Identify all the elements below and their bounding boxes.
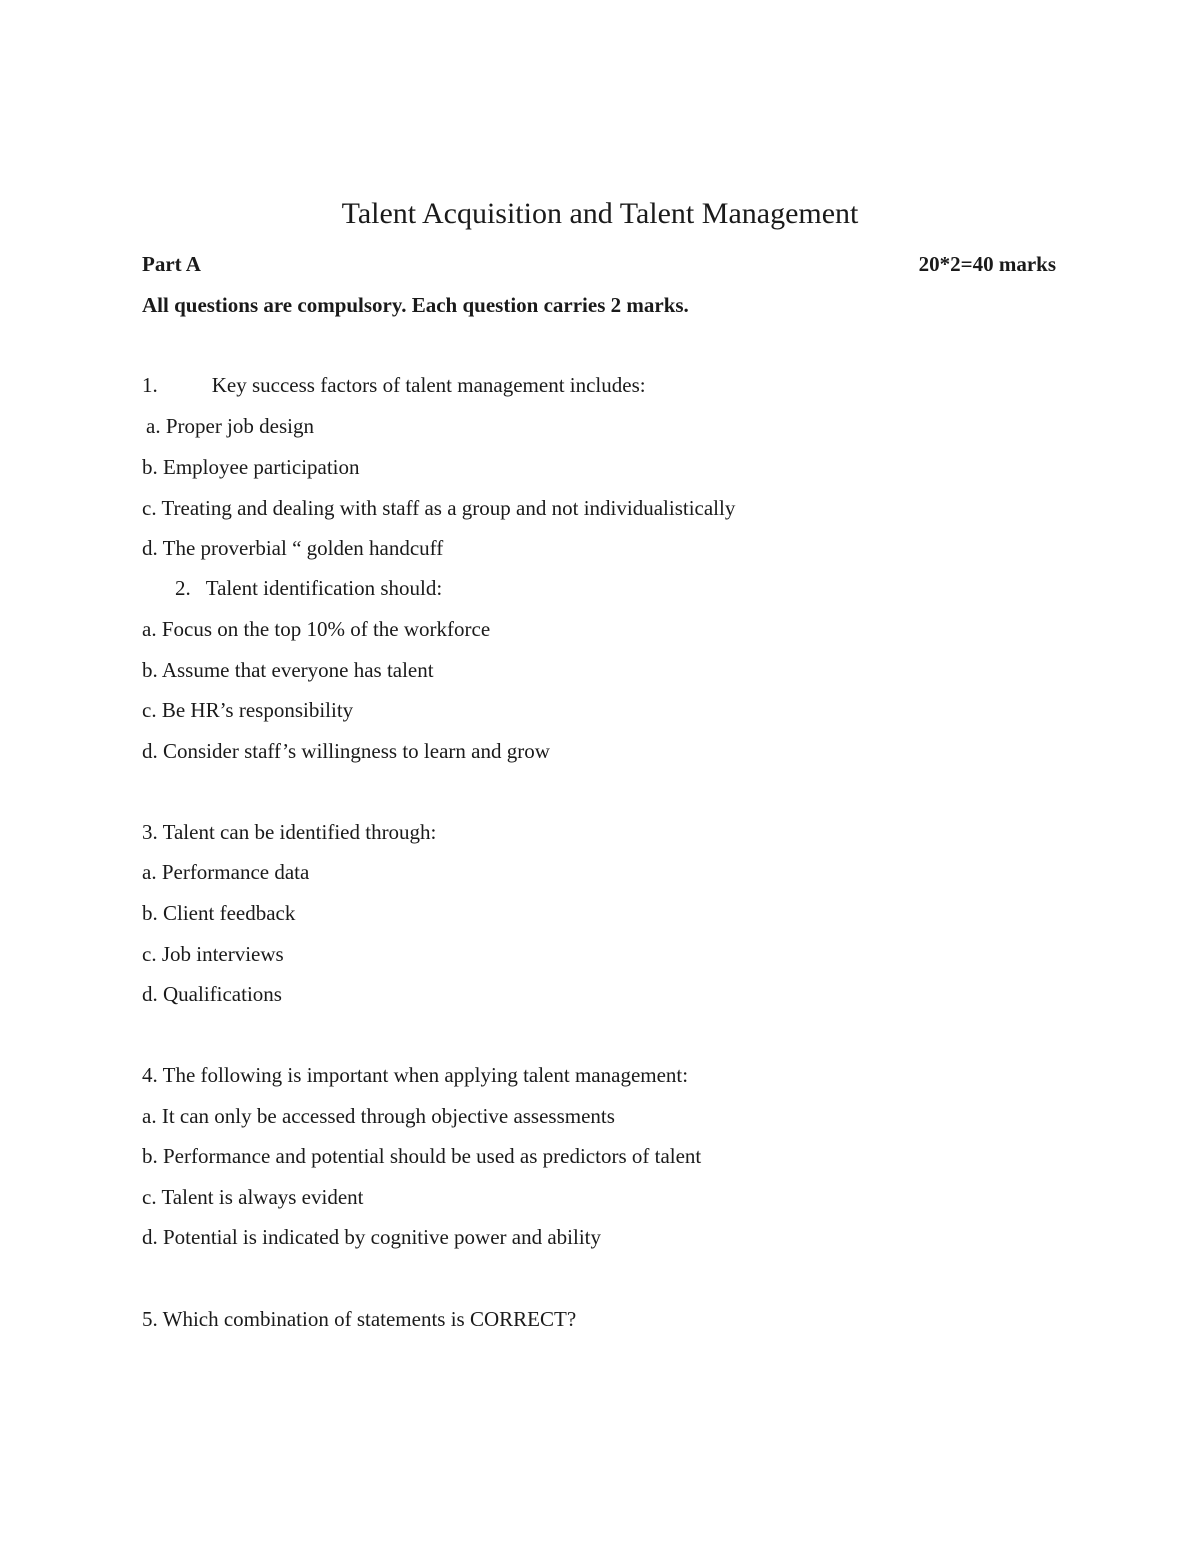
question-text: Key success factors of talent management includes:	[211, 373, 646, 397]
option-1b: b. Employee participation	[142, 455, 360, 479]
option-3c: c. Job interviews	[142, 942, 284, 966]
option-4b: b. Performance and potential should be used as predictors of talent	[142, 1144, 702, 1168]
question-number: 3.	[142, 820, 158, 844]
option-4c: c. Talent is always evident	[142, 1185, 364, 1209]
part-label: Part A	[142, 252, 201, 276]
question-number: 2.	[175, 576, 191, 600]
question-text: The following is important when applying talent management:	[162, 1063, 689, 1087]
option-2d: d. Consider staff’s willingness to learn and grow	[142, 739, 550, 763]
question-2	[175, 574, 442, 602]
option-3a: a. Performance data	[142, 860, 310, 884]
question-number: 1.	[142, 373, 158, 397]
question-4	[142, 1061, 688, 1089]
question-text: Which combination of statements is CORRECT?	[162, 1307, 577, 1331]
question-3	[142, 818, 436, 846]
option-1a: a. Proper job design	[146, 414, 314, 438]
part-marks: 20*2=40 marks	[918, 252, 1056, 276]
option-3d: d. Qualifications	[142, 982, 282, 1006]
option-1c: c. Treating and dealing with staff as a group and not individualistically	[142, 496, 736, 520]
option-4a: a. It can only be accessed through objective assessments	[142, 1104, 615, 1128]
question-text: Talent can be identified through:	[162, 820, 437, 844]
instructions: All questions are compulsory. Each question carries 2 marks.	[142, 293, 689, 317]
question-5	[142, 1305, 576, 1333]
option-4d: d. Potential is indicated by cognitive power and ability	[142, 1225, 601, 1249]
question-text: Talent identification should:	[205, 576, 443, 600]
document-title: Talent Acquisition and Talent Management	[341, 197, 859, 230]
option-2a: a. Focus on the top 10% of the workforce	[142, 617, 491, 641]
option-2c: c. Be HR’s responsibility	[142, 698, 354, 722]
option-3b: b. Client feedback	[142, 901, 296, 925]
option-2b: b. Assume that everyone has talent	[142, 658, 434, 682]
option-1d: d. The proverbial “ golden handcuff	[142, 536, 444, 560]
question-number: 5.	[142, 1307, 158, 1331]
question-1	[142, 371, 646, 399]
question-number: 4.	[142, 1063, 158, 1087]
